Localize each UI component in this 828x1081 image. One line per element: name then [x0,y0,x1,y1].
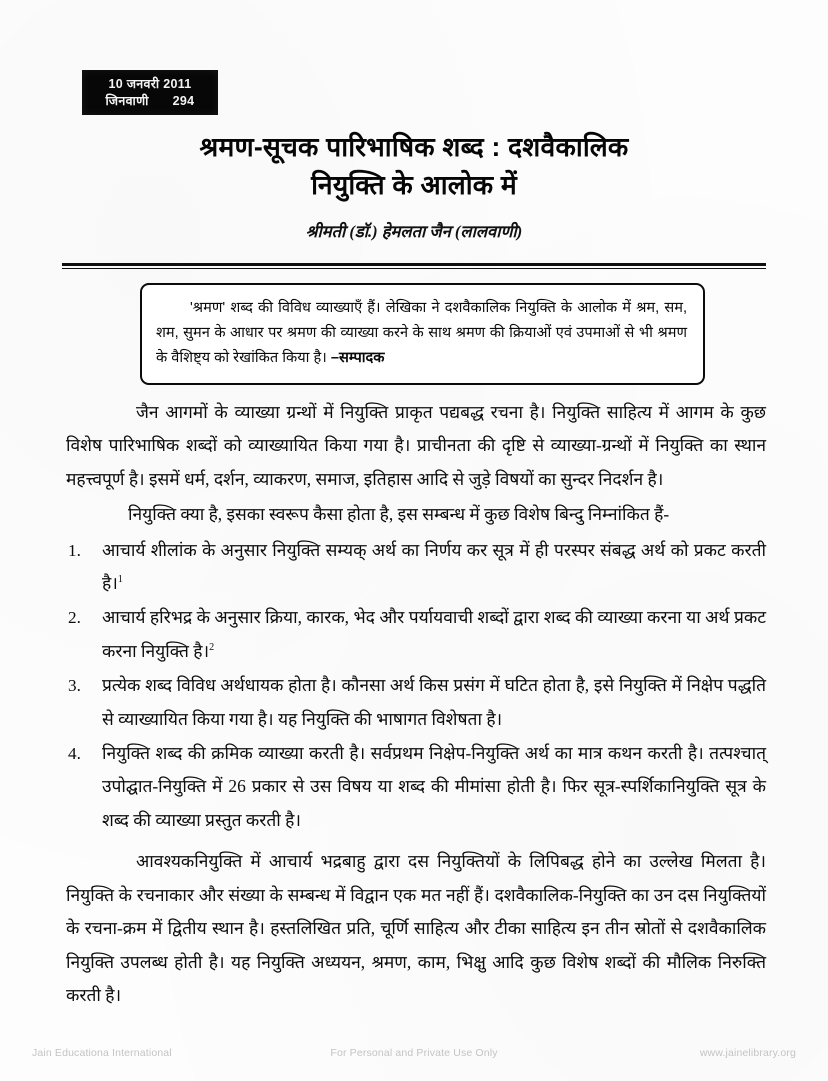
stamp-journal-name: जिनवाणी [105,93,149,108]
list-item-marker: 4. [68,744,81,764]
stamp-page-number: 294 [172,93,195,108]
list-item [66,669,766,736]
journal-issue-stamp [82,70,218,115]
footer-center-text: For Personal and Private Use Only [330,1047,498,1059]
divider-rule-thin [62,268,766,270]
list-item [66,601,766,668]
list-item-marker: 2. [68,608,81,628]
footer-left-text: Jain Educationa International [32,1047,172,1059]
page-footer [0,1040,828,1066]
editor-credit: –सम्पादक [330,350,385,367]
list-item-text: आचार्य शीलांक के अनुसार नियुक्ति सम्यक् अर्थ का निर्णय कर सूत्र में ही परस्पर संबद्ध अर्थ को प्रकट करती है। [102,539,766,594]
list-item-text: प्रत्येक शब्द विविध अर्थधायक होता है। कौनसा अर्थ किस प्रसंग में घटित होता है, इसे नियुक्ति में निक्षेप पद्धति से व्याख्यायित किया गया है। यह नियुक्ति की भाषागत विशेषता है। [102,675,766,729]
footer-website-link[interactable]: www.jainelibrary.org [699,1047,796,1059]
footnote-marker: 2 [209,642,215,654]
list-item-marker: 3. [68,676,81,696]
body-paragraph-1: जैन आगमों के व्याख्या ग्रन्थों में नियुक्ति प्राकृत पद्यबद्ध रचना है। नियुक्ति साहित्य में आगम के कुछ विशेष पारिभाषिक शब्दों को व्याख्यायित किया गया है। प्राचीनता की दृष्टि से व्याख्या-ग्रन्थों में नियुक्ति का स्थान महत्त्वपूर्ण है। इसमें धर्म, दर्शन, व्याकरण, समाज, इतिहास आदि से जुड़े विषयों का सुन्दर निदर्शन है। [66,402,766,489]
article-body [66,396,766,1014]
article-title-block [60,128,768,242]
list-item [66,737,766,837]
stamp-date: 10 जनवरी 2011 [108,77,192,91]
list-item-text: आचार्य हरिभद्र के अनुसार क्रिया, कारक, भेद और पर्यायवाची शब्दों द्वारा शब्द की व्याख्या करना या अर्थ प्रकट करना नियुक्ति है। [102,607,766,661]
footnote-marker: 1 [117,574,123,586]
list-item-marker: 1. [68,540,81,560]
numbered-points-list [66,534,766,838]
page-title-line-2: नियुक्ति के आलोक में [311,170,517,201]
body-paragraph-3: आवश्यकनियुक्ति में आचार्य भद्रबाहु द्वारा दस नियुक्तियों के लिपिबद्ध होने का उल्लेख मिलता है। नियुक्ति के रचनाकार और संख्या के सम्बन्ध में विद्वान एक मत नहीं हैं। दशवैकालिक-नियुक्ति का उन दस नियुक्तियों के रचना-क्रम में द्वितीय स्थान है। हस्तलिखित प्रति, चूर्णि साहित्य और टीका साहित्य इन तीन स्रोतों से दशवैकालिक नियुक्ति उपलब्ध होती है। यह नियुक्ति अध्ययन, श्रमण, काम, भिक्षु आदि कुछ विशेष शब्दों की मौलिक निरुक्ति करती है। [66,851,766,1005]
author-byline: श्रीमती (डॉ.) हेमलता जैन (लालवाणी) [305,221,523,241]
abstract-body: 'श्रमण' शब्द की विविध व्याख्याएँ हैं। लेखिका ने दशवैकालिक नियुक्ति के आलोक में श्रम, सम, शम, सुमन के आधार पर श्रमण की व्याख्या करने के साथ श्रमण की क्रियाओं एवं उपमाओं से भी श्रमण के वैशिष्ट्य को रेखांकित किया है। [156,300,687,367]
stamp-journal-row [106,93,195,110]
list-item-text: नियुक्ति शब्द की क्रमिक व्याख्या करती है। सर्वप्रथम निक्षेप-नियुक्ति अर्थ का मात्र कथन करती है। तत्पश्चात् उपोद्घात-नियुक्ति में 26 प्रकार से उस विषय या शब्द की मीमांसा होती है। फिर सूत्र-स्पर्शिकानियुक्ति सूत्र के शब्द की व्याख्या प्रस्तुत करती है। [102,743,766,830]
list-item [66,534,766,601]
abstract-box [140,283,705,385]
page-title-line-1: श्रमण-सूचक पारिभाषिक शब्द : दशवैकालिक [199,132,629,162]
header-divider [62,263,766,269]
abstract-text [156,296,687,371]
body-paragraph-2: नियुक्ति क्या है, इसका स्वरूप कैसा होता है, इस सम्बन्ध में कुछ विशेष बिन्दु निम्नांकित हैं- [128,504,670,525]
